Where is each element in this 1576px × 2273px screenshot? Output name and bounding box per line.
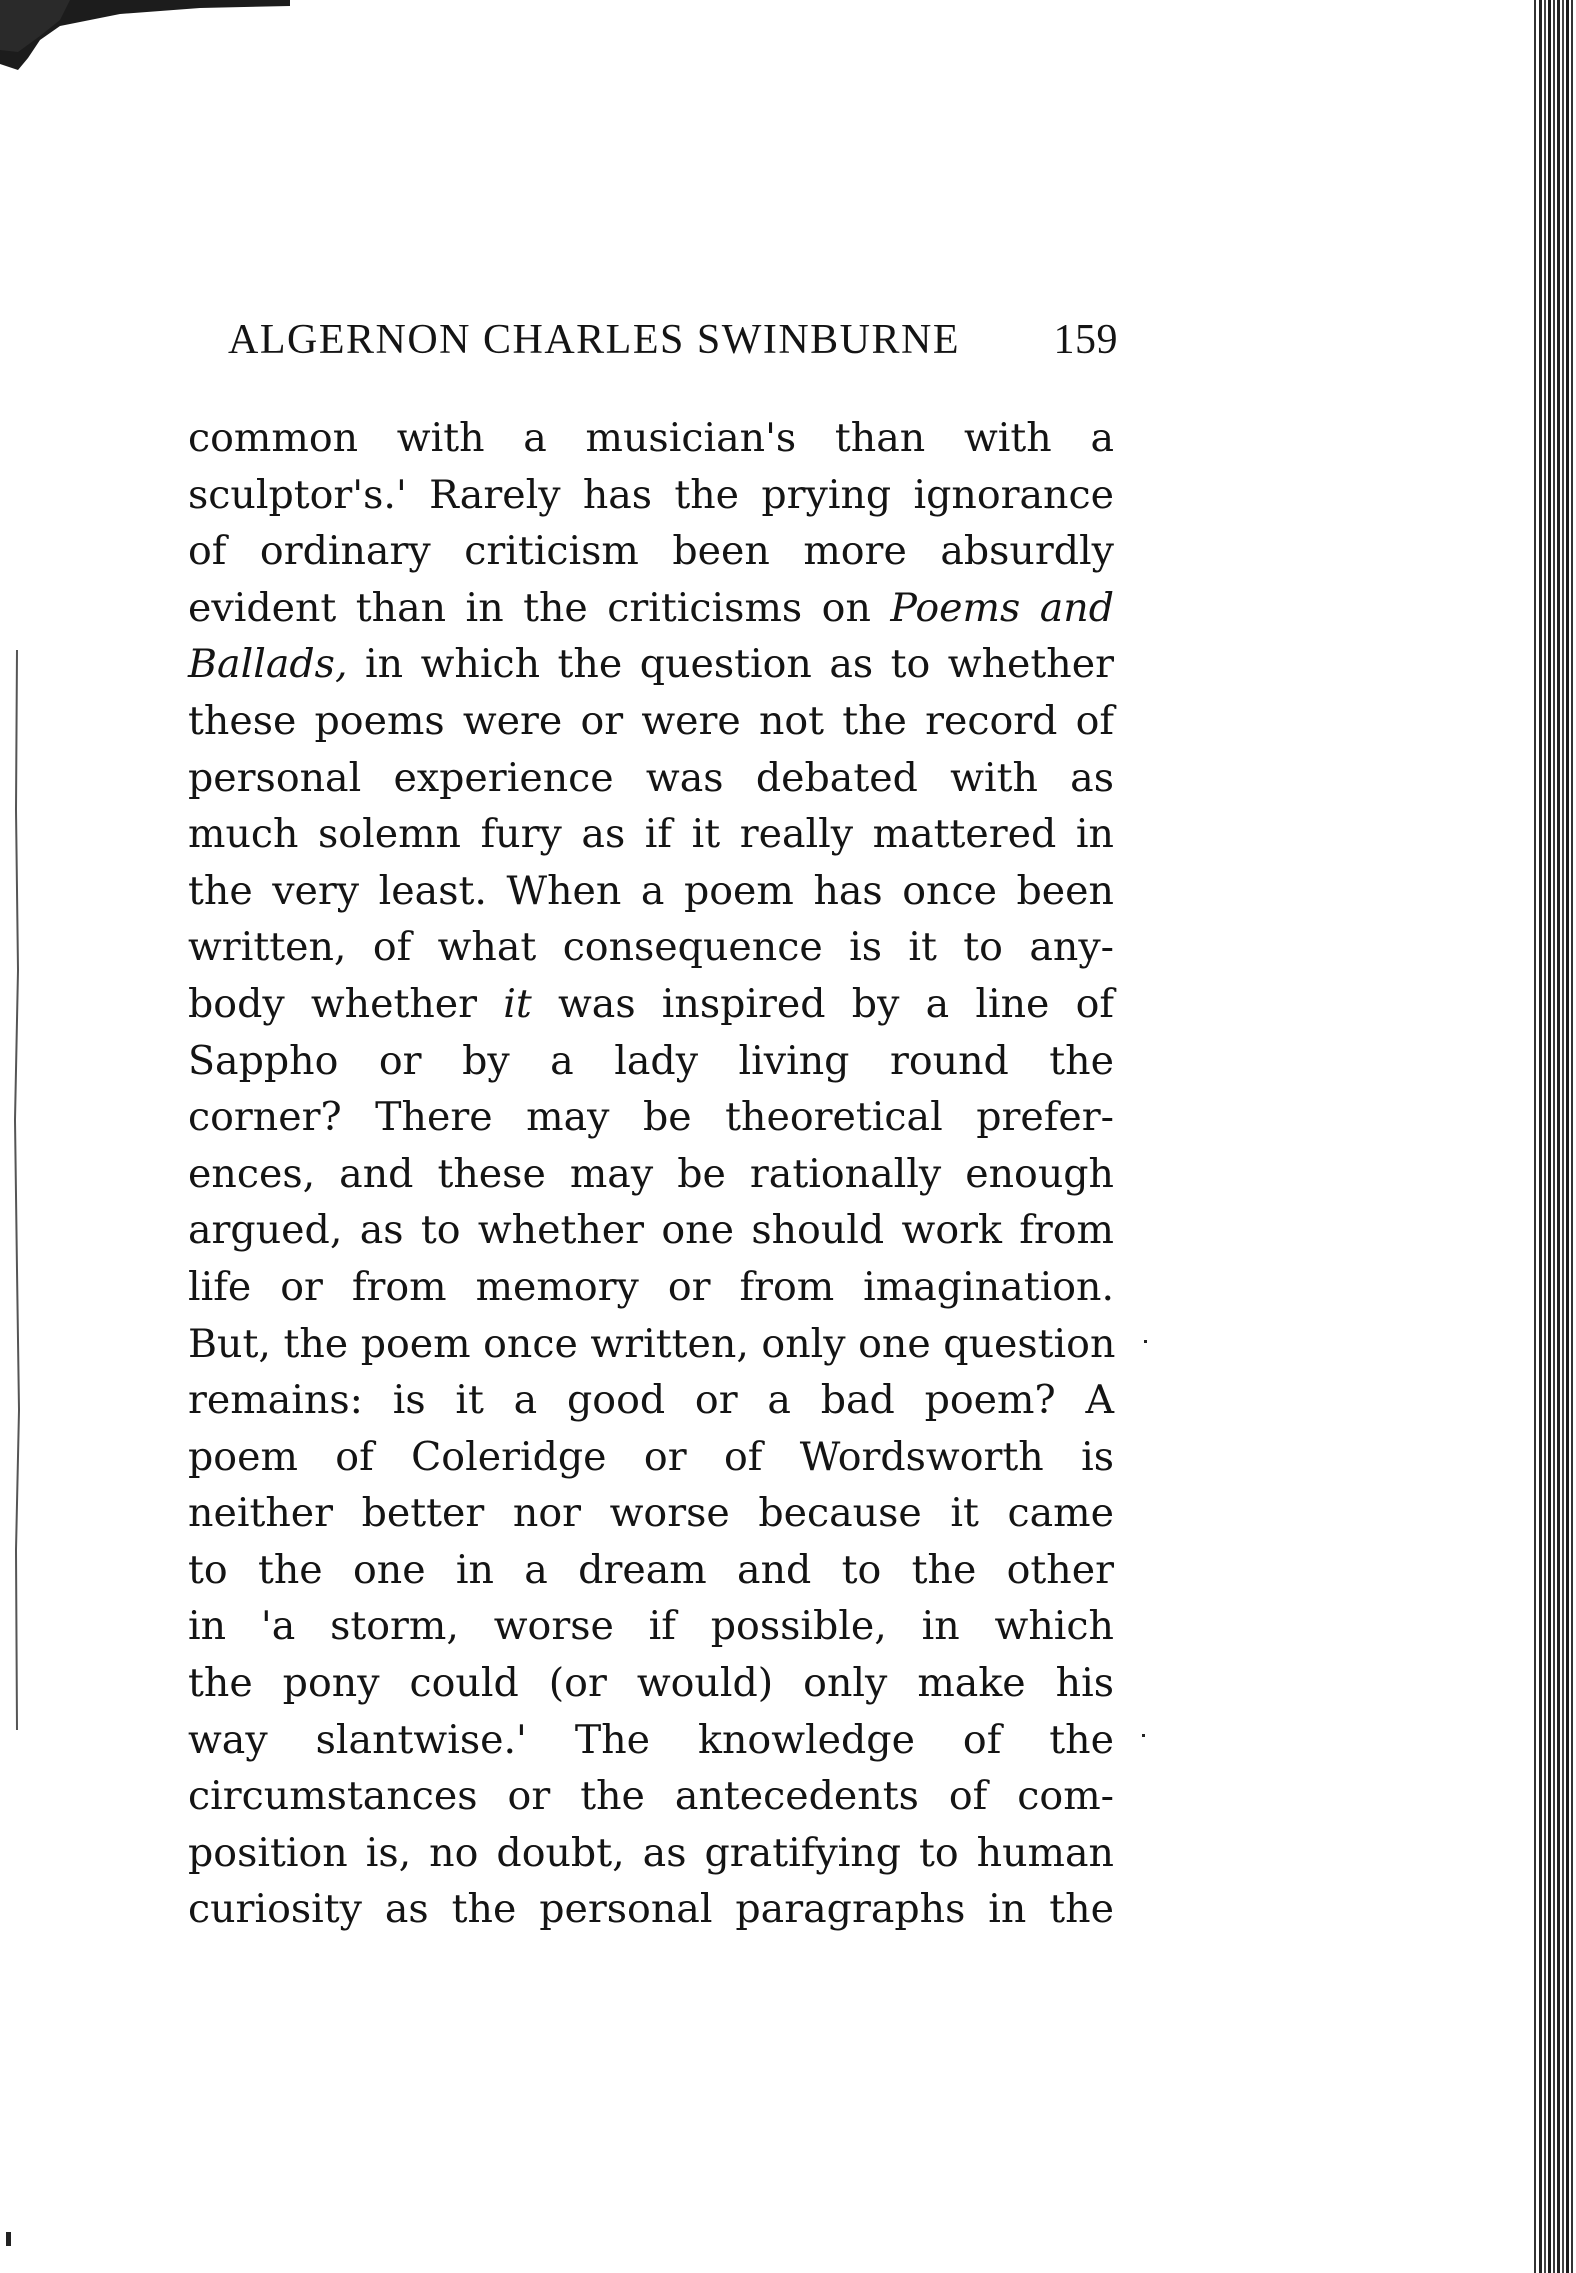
- text-line: remains: is it a good or a bad poem? A: [188, 1377, 1114, 1424]
- scan-corner-mark: [0, 0, 290, 90]
- text-fragment: was inspired by a line of: [531, 980, 1114, 1027]
- text-line: in 'a storm, worse if possible, in which: [188, 1603, 1114, 1650]
- text-line: the pony could (or would) only make his: [188, 1660, 1114, 1707]
- body-paragraph: [188, 410, 1114, 1938]
- running-header: [228, 316, 1118, 376]
- text-line: corner? There may be theoretical prefer-: [188, 1094, 1114, 1141]
- text-line: poem of Coleridge or of Wordsworth is: [188, 1433, 1114, 1480]
- text-line: neither better nor worse because it came: [188, 1490, 1114, 1537]
- italic-title: Ballads,: [188, 641, 348, 688]
- text-line: written, of what consequence is it to any-: [188, 924, 1114, 971]
- text-line: position is, no doubt, as gratifying to human: [188, 1829, 1114, 1876]
- text-fragment: in which the question as to whether: [347, 641, 1114, 688]
- text-line: argued, as to whether one should work from: [188, 1207, 1114, 1254]
- text-line: Sappho or by a lady living round the: [188, 1037, 1114, 1084]
- scan-speck: [1142, 1734, 1145, 1737]
- text-line: the very least. When a poem has once been: [188, 867, 1114, 914]
- text-line: of ordinary criticism been more absurdly: [188, 528, 1114, 575]
- scan-speck: [1144, 1340, 1147, 1343]
- scan-binding-edge: [1530, 0, 1576, 2273]
- text-line: life or from memory or from imagination.: [188, 1263, 1114, 1310]
- text-line: [188, 976, 1114, 1033]
- text-fragment: evident than in the criticisms on: [188, 584, 891, 631]
- running-title: ALGERNON CHARLES SWINBURNE: [228, 317, 960, 363]
- text-line: way slantwise.' The knowledge of the: [188, 1716, 1114, 1763]
- italic-word: it: [503, 980, 532, 1027]
- scan-speck: [6, 2232, 11, 2246]
- text-line: curiosity as the personal paragraphs in the: [188, 1886, 1114, 1933]
- text-line: these poems were or were not the record of: [188, 697, 1114, 744]
- page-number: 159: [1053, 317, 1118, 363]
- text-line: much solemn fury as if it really mattered in: [188, 811, 1114, 858]
- text-line: sculptor's.' Rarely has the prying ignorance: [188, 471, 1114, 518]
- text-line: [188, 636, 1114, 693]
- text-line: But, the poem once written, only one question: [188, 1320, 1116, 1367]
- text-line: to the one in a dream and to the other: [188, 1546, 1114, 1593]
- text-line: personal experience was debated with as: [188, 754, 1114, 801]
- text-fragment: body whether: [188, 980, 504, 1027]
- text-line: common with a musician's than with a: [188, 415, 1114, 461]
- text-line: circumstances or the antecedents of com-: [188, 1773, 1114, 1820]
- scan-margin-line: [10, 650, 24, 1730]
- text-line: [188, 580, 1114, 637]
- italic-title: Poems and: [890, 584, 1114, 631]
- text-line: ences, and these may be rationally enough: [188, 1150, 1114, 1197]
